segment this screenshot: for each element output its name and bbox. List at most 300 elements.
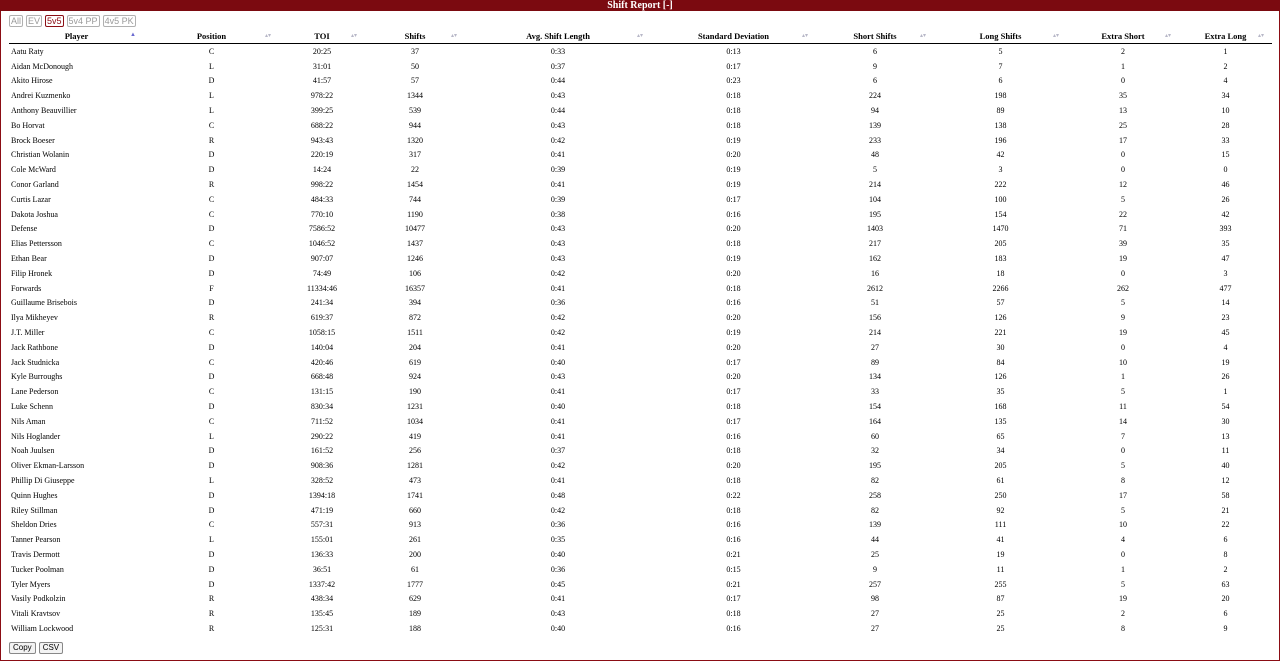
cell-avg-shift-length: 0:42 <box>550 135 566 145</box>
table-row <box>9 207 1272 222</box>
cell-extra-short: 5 <box>1121 387 1125 397</box>
cell-long-shifts: 11 <box>996 564 1005 574</box>
cell-shifts: 1437 <box>407 239 423 249</box>
filter-ev-button[interactable]: EV <box>28 16 41 26</box>
column-header-label: Shifts <box>404 31 426 41</box>
cell-long-shifts: 100 <box>994 194 1007 204</box>
report-title[interactable]: Shift Report [-] <box>0 0 1280 11</box>
cell-extra-long: 12 <box>1221 476 1230 485</box>
cell-toi: 220:19 <box>310 150 334 160</box>
cell-player: Oliver Ekman-Larsson <box>11 461 85 471</box>
cell-player: Quinn Hughes <box>11 490 58 500</box>
column-header-short-shifts[interactable] <box>816 29 934 44</box>
filter-all-button[interactable]: All <box>11 16 22 26</box>
cell-toi: 136:33 <box>310 549 334 559</box>
cell-standard-deviation: 0:18 <box>726 106 741 116</box>
cell-avg-shift-length: 0:37 <box>550 61 566 71</box>
cell-extra-short: 8 <box>1121 623 1125 633</box>
cell-avg-shift-length: 0:39 <box>550 194 566 204</box>
cell-toi: 907:07 <box>310 254 334 264</box>
cell-short-shifts: 195 <box>869 461 881 471</box>
cell-short-shifts: 27 <box>871 342 879 352</box>
cell-extra-long: 47 <box>1221 254 1230 264</box>
cell-avg-shift-length: 0:33 <box>550 46 566 56</box>
cell-player: Cole McWard <box>11 165 56 175</box>
cell-extra-long: 2 <box>1223 564 1228 574</box>
cell-extra-long: 63 <box>1221 579 1230 589</box>
cell-avg-shift-length: 0:41 <box>550 387 566 397</box>
cell-short-shifts: 9 <box>873 61 877 71</box>
copy-button[interactable]: Copy <box>9 642 36 654</box>
cell-shifts: 1777 <box>407 579 423 589</box>
cell-extra-short: 0 <box>1121 549 1125 559</box>
cell-toi: 125:31 <box>310 623 334 633</box>
cell-toi: 1394:18 <box>308 490 336 500</box>
cell-player: Aidan McDonough <box>11 61 73 71</box>
cell-position: D <box>208 461 215 471</box>
cell-avg-shift-length: 0:36 <box>550 564 566 574</box>
cell-avg-shift-length: 0:48 <box>550 490 566 500</box>
cell-extra-short: 22 <box>1119 209 1127 219</box>
cell-avg-shift-length: 0:39 <box>550 165 566 175</box>
cell-extra-long: 33 <box>1221 135 1230 145</box>
cell-toi: 135:45 <box>310 609 334 619</box>
cell-standard-deviation: 0:16 <box>726 298 741 308</box>
cell-shifts: 106 <box>409 268 421 278</box>
cell-toi: 978:22 <box>310 91 334 101</box>
cell-extra-long: 4 <box>1223 342 1228 352</box>
table-row <box>9 236 1272 251</box>
cell-shifts: 1034 <box>407 416 423 426</box>
cell-avg-shift-length: 0:43 <box>550 91 566 101</box>
cell-extra-long: 21 <box>1221 505 1230 515</box>
cell-shifts: 37 <box>411 46 419 56</box>
cell-short-shifts: 48 <box>871 150 879 160</box>
cell-short-shifts: 217 <box>869 239 881 249</box>
cell-avg-shift-length: 0:41 <box>550 594 566 604</box>
cell-long-shifts: 196 <box>994 135 1007 145</box>
table-row <box>9 532 1272 547</box>
cell-position: D <box>208 564 215 574</box>
cell-toi: 20:25 <box>312 46 332 56</box>
cell-toi: 711:52 <box>311 416 333 426</box>
cell-standard-deviation: 0:18 <box>726 239 741 249</box>
table-row <box>9 266 1272 281</box>
cell-extra-short: 17 <box>1119 490 1127 500</box>
cell-short-shifts: 233 <box>869 135 881 145</box>
cell-shifts: 1246 <box>407 254 423 264</box>
table-row <box>9 222 1272 237</box>
cell-avg-shift-length: 0:37 <box>550 446 566 456</box>
cell-long-shifts: 57 <box>996 298 1005 308</box>
table-body <box>9 44 1272 636</box>
cell-avg-shift-length: 0:45 <box>550 579 566 589</box>
cell-extra-short: 8 <box>1121 476 1125 485</box>
table-row <box>9 370 1272 385</box>
cell-shifts: 872 <box>409 313 421 323</box>
sort-icon: ▴▾ <box>1257 33 1264 39</box>
cell-toi: 74:49 <box>312 268 332 278</box>
cell-extra-short: 19 <box>1119 254 1127 264</box>
cell-shifts: 189 <box>409 609 421 619</box>
sort-icon: ▴▾ <box>636 33 643 39</box>
cell-long-shifts: 18 <box>996 268 1005 278</box>
cell-standard-deviation: 0:20 <box>726 372 741 382</box>
table-actions <box>9 642 63 654</box>
cell-shifts: 190 <box>409 387 421 397</box>
cell-standard-deviation: 0:17 <box>726 194 741 204</box>
cell-standard-deviation: 0:18 <box>726 402 741 412</box>
cell-shifts: 744 <box>409 194 421 204</box>
column-header-toi[interactable] <box>279 29 365 44</box>
cell-long-shifts: 61 <box>996 476 1005 485</box>
table-row <box>9 399 1272 414</box>
cell-short-shifts: 33 <box>871 387 879 397</box>
cell-toi: 943:43 <box>310 135 334 145</box>
cell-extra-short: 25 <box>1119 120 1127 130</box>
cell-short-shifts: 44 <box>871 535 879 545</box>
cell-player: J.T. Miller <box>11 328 45 338</box>
cell-avg-shift-length: 0:43 <box>550 609 566 619</box>
column-header-position[interactable] <box>144 29 279 44</box>
cell-player: Christian Wolanin <box>11 150 70 160</box>
cell-shifts: 913 <box>409 520 421 530</box>
filter-5v5-button[interactable]: 5v5 <box>47 16 62 26</box>
cell-shifts: 200 <box>409 549 421 559</box>
table-row <box>9 621 1272 636</box>
cell-extra-short: 71 <box>1119 224 1127 234</box>
cell-short-shifts: 6 <box>873 76 877 86</box>
cell-extra-long: 477 <box>1219 283 1232 293</box>
cell-extra-short: 1 <box>1121 564 1125 574</box>
cell-standard-deviation: 0:18 <box>726 120 741 130</box>
cell-player: Defense <box>11 224 38 234</box>
cell-standard-deviation: 0:16 <box>726 623 741 633</box>
cell-extra-short: 11 <box>1119 402 1127 412</box>
cell-standard-deviation: 0:17 <box>726 416 741 426</box>
table-row <box>9 414 1272 429</box>
cell-short-shifts: 214 <box>869 180 881 190</box>
table-row <box>9 444 1272 459</box>
cell-long-shifts: 154 <box>994 209 1007 219</box>
cell-long-shifts: 5 <box>998 46 1003 56</box>
cell-short-shifts: 82 <box>871 476 879 485</box>
cell-player: Bo Horvat <box>11 120 45 130</box>
cell-shifts: 924 <box>409 372 421 382</box>
cell-position: L <box>209 61 214 71</box>
cell-avg-shift-length: 0:42 <box>550 268 566 278</box>
column-header-long-shifts[interactable] <box>934 29 1067 44</box>
cell-player: William Lockwood <box>11 623 74 633</box>
cell-extra-long: 46 <box>1221 180 1230 190</box>
table-row <box>9 429 1272 444</box>
cell-position: D <box>208 268 215 278</box>
table-row <box>9 251 1272 266</box>
cell-position: D <box>208 372 215 382</box>
cell-long-shifts: 3 <box>998 165 1003 175</box>
cell-short-shifts: 9 <box>873 564 877 574</box>
cell-long-shifts: 205 <box>994 239 1007 249</box>
cell-extra-long: 3 <box>1223 268 1228 278</box>
cell-player: Nils Aman <box>11 416 46 426</box>
cell-extra-short: 9 <box>1121 313 1125 323</box>
cell-avg-shift-length: 0:43 <box>550 239 566 249</box>
cell-shifts: 261 <box>409 535 421 545</box>
cell-position: D <box>208 505 215 515</box>
cell-toi: 31:01 <box>312 61 332 71</box>
cell-extra-long: 22 <box>1221 520 1230 530</box>
cell-shifts: 61 <box>411 564 419 574</box>
cell-standard-deviation: 0:17 <box>726 387 741 397</box>
cell-extra-short: 13 <box>1119 106 1127 116</box>
cell-standard-deviation: 0:16 <box>726 209 741 219</box>
cell-long-shifts: 1470 <box>992 224 1009 234</box>
cell-standard-deviation: 0:18 <box>726 283 741 293</box>
cell-toi: 140:04 <box>310 342 334 352</box>
cell-standard-deviation: 0:20 <box>726 313 741 323</box>
cell-standard-deviation: 0:18 <box>726 609 741 619</box>
cell-extra-short: 2 <box>1121 609 1125 619</box>
cell-long-shifts: 126 <box>994 313 1007 323</box>
cell-position: C <box>208 46 215 56</box>
cell-extra-short: 262 <box>1117 283 1129 293</box>
cell-player: Forwards <box>11 283 42 293</box>
column-header-label: Extra Short <box>1101 31 1145 41</box>
cell-extra-long: 35 <box>1221 239 1230 249</box>
cell-extra-short: 0 <box>1121 165 1125 175</box>
cell-player: Lane Pederson <box>11 387 59 397</box>
cell-long-shifts: 6 <box>998 76 1003 86</box>
cell-short-shifts: 27 <box>871 609 879 619</box>
cell-shifts: 660 <box>409 505 421 515</box>
cell-long-shifts: 35 <box>996 387 1005 397</box>
cell-extra-long: 8 <box>1223 549 1228 559</box>
cell-extra-short: 0 <box>1121 268 1125 278</box>
cell-avg-shift-length: 0:41 <box>550 416 566 426</box>
cell-toi: 161:52 <box>310 446 334 456</box>
cell-shifts: 50 <box>411 61 419 71</box>
cell-extra-short: 39 <box>1119 239 1127 249</box>
cell-short-shifts: 60 <box>871 431 879 441</box>
cell-short-shifts: 27 <box>871 623 879 633</box>
cell-position: D <box>208 549 215 559</box>
cell-player: Jack Rathbone <box>11 342 58 352</box>
table-row <box>9 458 1272 473</box>
cell-long-shifts: 19 <box>996 549 1005 559</box>
cell-standard-deviation: 0:16 <box>726 520 741 530</box>
cell-shifts: 204 <box>409 342 421 352</box>
cell-shifts: 1281 <box>407 461 423 471</box>
cell-standard-deviation: 0:16 <box>726 535 741 545</box>
filter-5v4-pp-button[interactable]: 5v4 PP <box>68 16 98 26</box>
table-row <box>9 355 1272 370</box>
cell-long-shifts: 42 <box>996 150 1005 160</box>
column-header-shifts[interactable] <box>365 29 465 44</box>
cell-short-shifts: 257 <box>869 579 881 589</box>
cell-extra-long: 15 <box>1221 150 1230 160</box>
cell-shifts: 629 <box>409 594 421 604</box>
cell-extra-long: 1 <box>1223 46 1228 56</box>
cell-shifts: 473 <box>409 476 421 485</box>
cell-long-shifts: 255 <box>994 579 1007 589</box>
cell-shifts: 1190 <box>407 209 423 219</box>
column-header-extra-short[interactable] <box>1067 29 1179 44</box>
cell-avg-shift-length: 0:43 <box>550 372 566 382</box>
csv-button[interactable]: CSV <box>39 642 63 654</box>
cell-short-shifts: 162 <box>869 254 881 264</box>
table-header <box>9 29 1272 44</box>
cell-position: D <box>208 298 215 308</box>
column-header-label: Standard Deviation <box>697 31 770 41</box>
sort-icon: ▴▾ <box>801 33 808 39</box>
cell-shifts: 1231 <box>407 402 423 412</box>
cell-short-shifts: 2612 <box>867 283 883 293</box>
cell-avg-shift-length: 0:38 <box>550 209 566 219</box>
cell-long-shifts: 221 <box>994 328 1007 338</box>
cell-position: C <box>208 520 215 530</box>
cell-position: C <box>208 120 215 130</box>
table-row <box>9 281 1272 296</box>
cell-long-shifts: 34 <box>996 446 1005 456</box>
cell-extra-short: 12 <box>1119 180 1127 190</box>
cell-avg-shift-length: 0:41 <box>550 476 566 485</box>
table-row <box>9 148 1272 163</box>
cell-toi: 830:34 <box>310 402 334 412</box>
cell-shifts: 22 <box>411 165 419 175</box>
cell-shifts: 419 <box>409 431 421 441</box>
column-header-label: Player <box>64 31 89 41</box>
cell-toi: 557:31 <box>310 520 334 530</box>
cell-toi: 155:01 <box>310 535 334 545</box>
cell-short-shifts: 32 <box>871 446 879 456</box>
table-row <box>9 310 1272 325</box>
cell-extra-short: 2 <box>1121 46 1125 56</box>
column-header-standard-deviation[interactable] <box>651 29 816 44</box>
cell-long-shifts: 138 <box>994 120 1007 130</box>
cell-extra-long: 23 <box>1221 313 1230 323</box>
cell-extra-short: 1 <box>1121 61 1125 71</box>
cell-long-shifts: 65 <box>996 431 1005 441</box>
cell-avg-shift-length: 0:42 <box>550 328 566 338</box>
cell-toi: 290:22 <box>310 431 334 441</box>
table-row <box>9 118 1272 133</box>
cell-extra-long: 0 <box>1223 165 1228 175</box>
cell-avg-shift-length: 0:44 <box>550 76 566 86</box>
cell-standard-deviation: 0:20 <box>726 268 741 278</box>
cell-avg-shift-length: 0:41 <box>550 431 566 441</box>
cell-standard-deviation: 0:15 <box>726 564 741 574</box>
cell-player: Riley Stillman <box>11 505 58 515</box>
cell-long-shifts: 25 <box>996 623 1005 633</box>
cell-short-shifts: 104 <box>869 194 881 204</box>
cell-position: R <box>208 180 215 190</box>
cell-position: C <box>208 209 215 219</box>
cell-shifts: 1320 <box>407 135 423 145</box>
filter-4v5-pk-button[interactable]: 4v5 PK <box>104 16 134 26</box>
cell-extra-short: 5 <box>1121 461 1125 471</box>
cell-position: R <box>208 313 215 323</box>
cell-toi: 1046:52 <box>308 239 336 249</box>
cell-player: Noah Juulsen <box>11 446 55 456</box>
cell-toi: 41:57 <box>312 76 332 86</box>
sort-icon: ▴▾ <box>1052 33 1059 39</box>
cell-position: D <box>208 579 215 589</box>
cell-standard-deviation: 0:21 <box>726 549 741 559</box>
cell-extra-long: 1 <box>1223 387 1228 397</box>
cell-player: Sheldon Dries <box>11 520 57 530</box>
cell-player: Curtis Lazar <box>11 194 51 204</box>
cell-standard-deviation: 0:20 <box>726 461 741 471</box>
cell-short-shifts: 154 <box>869 402 881 412</box>
cell-standard-deviation: 0:19 <box>726 180 741 190</box>
cell-extra-long: 45 <box>1221 328 1230 338</box>
cell-extra-long: 9 <box>1223 623 1228 633</box>
cell-position: L <box>209 91 214 101</box>
cell-toi: 1058:15 <box>308 328 336 338</box>
table-row <box>9 88 1272 103</box>
cell-standard-deviation: 0:21 <box>726 579 741 589</box>
cell-position: D <box>208 402 215 412</box>
cell-avg-shift-length: 0:41 <box>550 180 566 190</box>
cell-toi: 438:34 <box>310 594 334 604</box>
table-row <box>9 562 1272 577</box>
cell-short-shifts: 82 <box>871 505 879 515</box>
cell-long-shifts: 111 <box>994 520 1007 530</box>
cell-position: D <box>208 150 215 160</box>
table-row <box>9 44 1272 59</box>
cell-extra-short: 5 <box>1121 579 1125 589</box>
table-row <box>9 177 1272 192</box>
cell-player: Vasily Podkolzin <box>11 594 66 604</box>
cell-toi: 688:22 <box>310 120 334 130</box>
cell-long-shifts: 25 <box>996 609 1005 619</box>
cell-extra-long: 13 <box>1221 431 1230 441</box>
cell-standard-deviation: 0:22 <box>726 490 741 500</box>
cell-shifts: 1344 <box>407 91 423 101</box>
cell-long-shifts: 7 <box>998 61 1003 71</box>
cell-extra-long: 30 <box>1221 416 1230 426</box>
cell-avg-shift-length: 0:40 <box>550 357 566 367</box>
column-header-label: TOI <box>314 31 330 41</box>
table-row <box>9 488 1272 503</box>
column-header-label: Avg. Shift Length <box>526 31 590 41</box>
cell-extra-long: 54 <box>1221 402 1230 412</box>
cell-long-shifts: 41 <box>996 535 1005 545</box>
cell-extra-long: 11 <box>1221 446 1230 456</box>
cell-extra-long: 2 <box>1223 61 1228 71</box>
cell-standard-deviation: 0:23 <box>726 76 741 86</box>
cell-player: Anthony Beauvillier <box>11 106 77 116</box>
cell-short-shifts: 51 <box>871 298 879 308</box>
column-header-extra-long[interactable] <box>1179 29 1272 44</box>
cell-position: L <box>209 431 214 441</box>
cell-shifts: 188 <box>409 623 421 633</box>
column-header-player[interactable] <box>9 29 144 44</box>
cell-toi: 420:46 <box>310 357 334 367</box>
table-row <box>9 473 1272 488</box>
cell-player: Tucker Poolman <box>11 564 64 574</box>
cell-position: D <box>208 490 215 500</box>
cell-extra-long: 58 <box>1221 490 1230 500</box>
cell-position: D <box>208 446 215 456</box>
column-header-avg-shift-length[interactable] <box>465 29 651 44</box>
column-header-label: Long Shifts <box>979 31 1022 41</box>
cell-toi: 908:36 <box>310 461 334 471</box>
cell-shifts: 944 <box>409 120 421 130</box>
cell-extra-short: 0 <box>1121 342 1125 352</box>
table-row <box>9 606 1272 621</box>
cell-player: Tyler Myers <box>11 579 51 589</box>
